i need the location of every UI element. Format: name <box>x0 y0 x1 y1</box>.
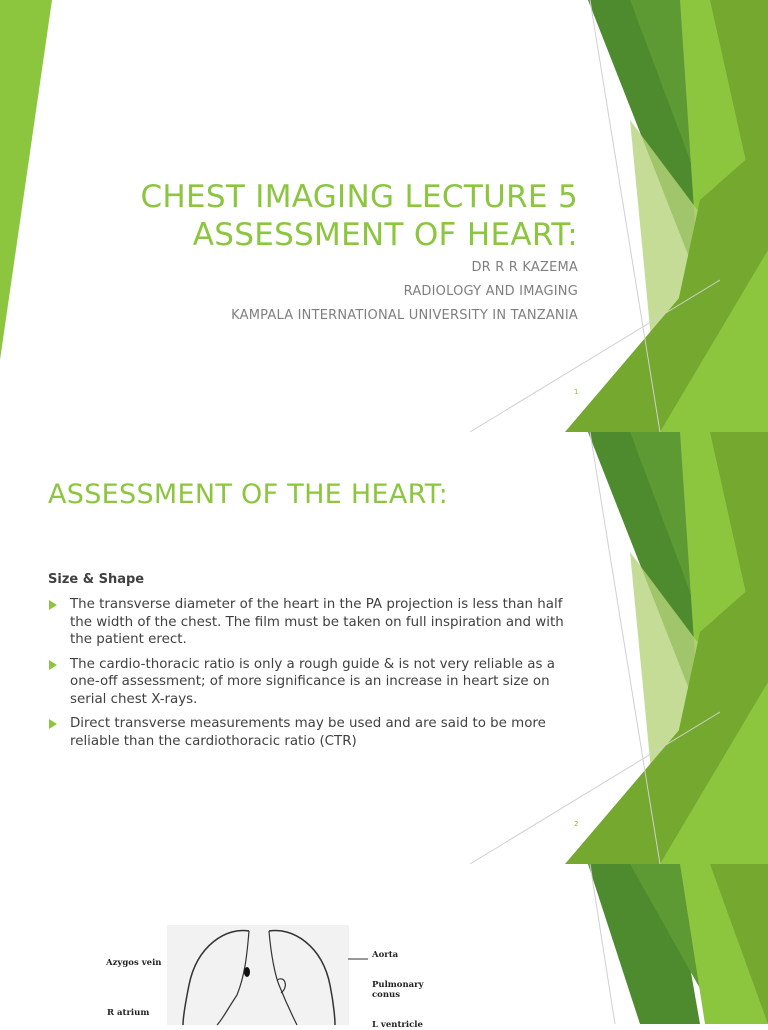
page-number: 2 <box>574 820 579 828</box>
leader-line <box>348 958 368 960</box>
bullet-arrow-icon <box>49 719 57 729</box>
bullet-arrow-icon <box>49 660 57 670</box>
bullet-text: Direct transverse measurements may be used and are said to be more reliable than the cardiothoracic ratio (CTR) <box>70 716 546 749</box>
bullet-item <box>48 656 578 709</box>
bullet-arrow-icon <box>49 600 57 610</box>
label-conus-line: conus <box>372 990 400 1000</box>
slide-1 <box>0 0 768 432</box>
heart-outline-drawing <box>167 925 349 1025</box>
slide-2 <box>0 432 768 864</box>
bullet-text: The cardio-thoracic ratio is only a rough guide & is not very reliable as a one-off assessment; of more significance is an increase in heart size on serial chest X-rays. <box>70 656 555 707</box>
department-name: RADIOLOGY AND IMAGING <box>403 284 578 299</box>
chest-xray-diagram <box>167 925 349 1025</box>
title-line-1: CHEST IMAGING LECTURE 5 <box>140 179 578 215</box>
bullet-item <box>48 715 578 750</box>
author-name: DR R R KAZEMA <box>471 260 578 275</box>
bullet-item <box>48 596 578 649</box>
label-pulmonary-line: Pulmonary <box>372 980 424 990</box>
slide-title <box>140 178 578 254</box>
slide-title: ASSESSMENT OF THE HEART: <box>48 479 448 510</box>
label-l-ventricle: L ventricle <box>372 1020 423 1030</box>
label-r-atrium: R atrium <box>107 1008 150 1018</box>
decorative-green-shapes <box>0 864 768 1024</box>
title-line-2: ASSESSMENT OF HEART: <box>192 217 578 253</box>
page-number: 1 <box>574 388 579 396</box>
bullet-text: The transverse diameter of the heart in the PA projection is less than half the width of the chest. The film must be taken on full inspiration and with the patient erect. <box>70 597 564 647</box>
label-aorta: Aorta <box>372 950 399 960</box>
institution-name: KAMPALA INTERNATIONAL UNIVERSITY IN TANZANIA <box>231 308 578 323</box>
slide-3 <box>0 864 768 1030</box>
bullet-list <box>48 596 578 757</box>
label-azygos-vein: Azygos vein <box>106 958 162 968</box>
label-pulmonary-conus <box>372 980 424 1000</box>
section-heading: Size & Shape <box>48 572 145 587</box>
